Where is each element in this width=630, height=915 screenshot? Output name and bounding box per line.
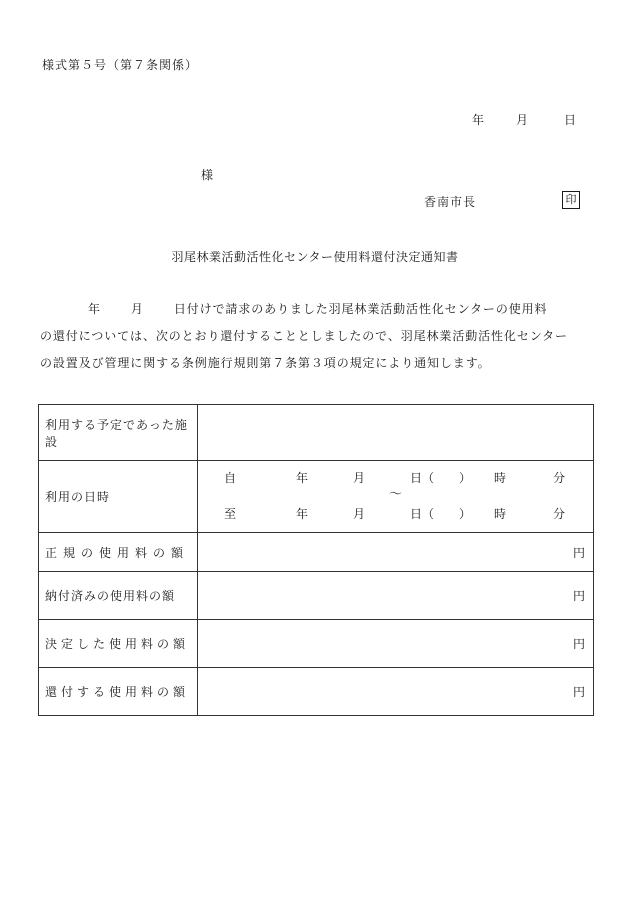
from-day-label: 日（ (410, 471, 435, 485)
table-row (39, 620, 594, 668)
table-row (39, 461, 594, 533)
notice-body (40, 296, 596, 377)
table-row (39, 533, 594, 572)
from-month-label: 月 (353, 471, 366, 485)
range-tilde: ～ (389, 487, 403, 502)
date-day-label: 日 (564, 113, 577, 127)
decided-fee-value[interactable]: 円 (198, 620, 594, 668)
to-hour-label: 時 (494, 507, 507, 521)
to-day-label: 日（ (410, 507, 435, 521)
regular-fee-value[interactable]: 円 (198, 533, 594, 572)
to-year-label: 年 (296, 507, 309, 521)
to-minute-label: 分 (553, 507, 566, 521)
from-minute-label: 分 (553, 471, 566, 485)
seal-stamp: 印 (562, 191, 580, 209)
table-row (39, 405, 594, 461)
document-title: 羽尾林業活動活性化センター使用料還付決定通知書 (171, 250, 459, 264)
body-line-3: の設置及び管理に関する条例施行規則第７条第３項の規定により通知します。 (40, 356, 491, 370)
paid-fee-label: 納付済みの使用料の額 (39, 572, 198, 620)
datetime-label: 利用の日時 (39, 461, 198, 533)
datetime-to-row (198, 505, 593, 521)
refund-details-table (38, 404, 594, 716)
table-row (39, 668, 594, 716)
from-year-label: 年 (296, 471, 309, 485)
datetime-value[interactable] (198, 461, 594, 533)
from-weekday-close: ） (459, 471, 472, 485)
to-weekday-close: ） (459, 507, 472, 521)
from-hour-label: 時 (494, 471, 507, 485)
facility-label: 利用する予定であった施設 (39, 405, 198, 461)
refund-fee-value[interactable]: 円 (198, 668, 594, 716)
regular-fee-label: 正規の使用料の額 (39, 533, 198, 572)
table-row (39, 572, 594, 620)
addressee-honorific: 様 (201, 168, 214, 182)
issuer-name: 香南市長 (424, 195, 477, 209)
facility-value[interactable] (198, 405, 594, 461)
date-year-label: 年 (472, 113, 485, 127)
body-year-label: 年 (88, 302, 101, 316)
form-number: 様式第５号（第７条関係） (42, 58, 199, 72)
paid-fee-value[interactable]: 円 (198, 572, 594, 620)
refund-fee-label: 還付する使用料の額 (39, 668, 198, 716)
body-month-label: 月 (130, 302, 144, 316)
date-month-label: 月 (516, 113, 529, 127)
from-label: 自 (224, 471, 237, 485)
to-month-label: 月 (353, 507, 366, 521)
to-label: 至 (224, 507, 237, 521)
issue-date (472, 111, 576, 128)
body-line-2: の還付については、次のとおり還付することとしましたので、羽尾林業活動活性化センター (40, 329, 568, 343)
body-line-1-text: 日付けで請求のありました羽尾林業活動活性化センターの使用料 (173, 302, 548, 316)
decided-fee-label: 決定した使用料の額 (39, 620, 198, 668)
body-line-1 (40, 296, 596, 323)
